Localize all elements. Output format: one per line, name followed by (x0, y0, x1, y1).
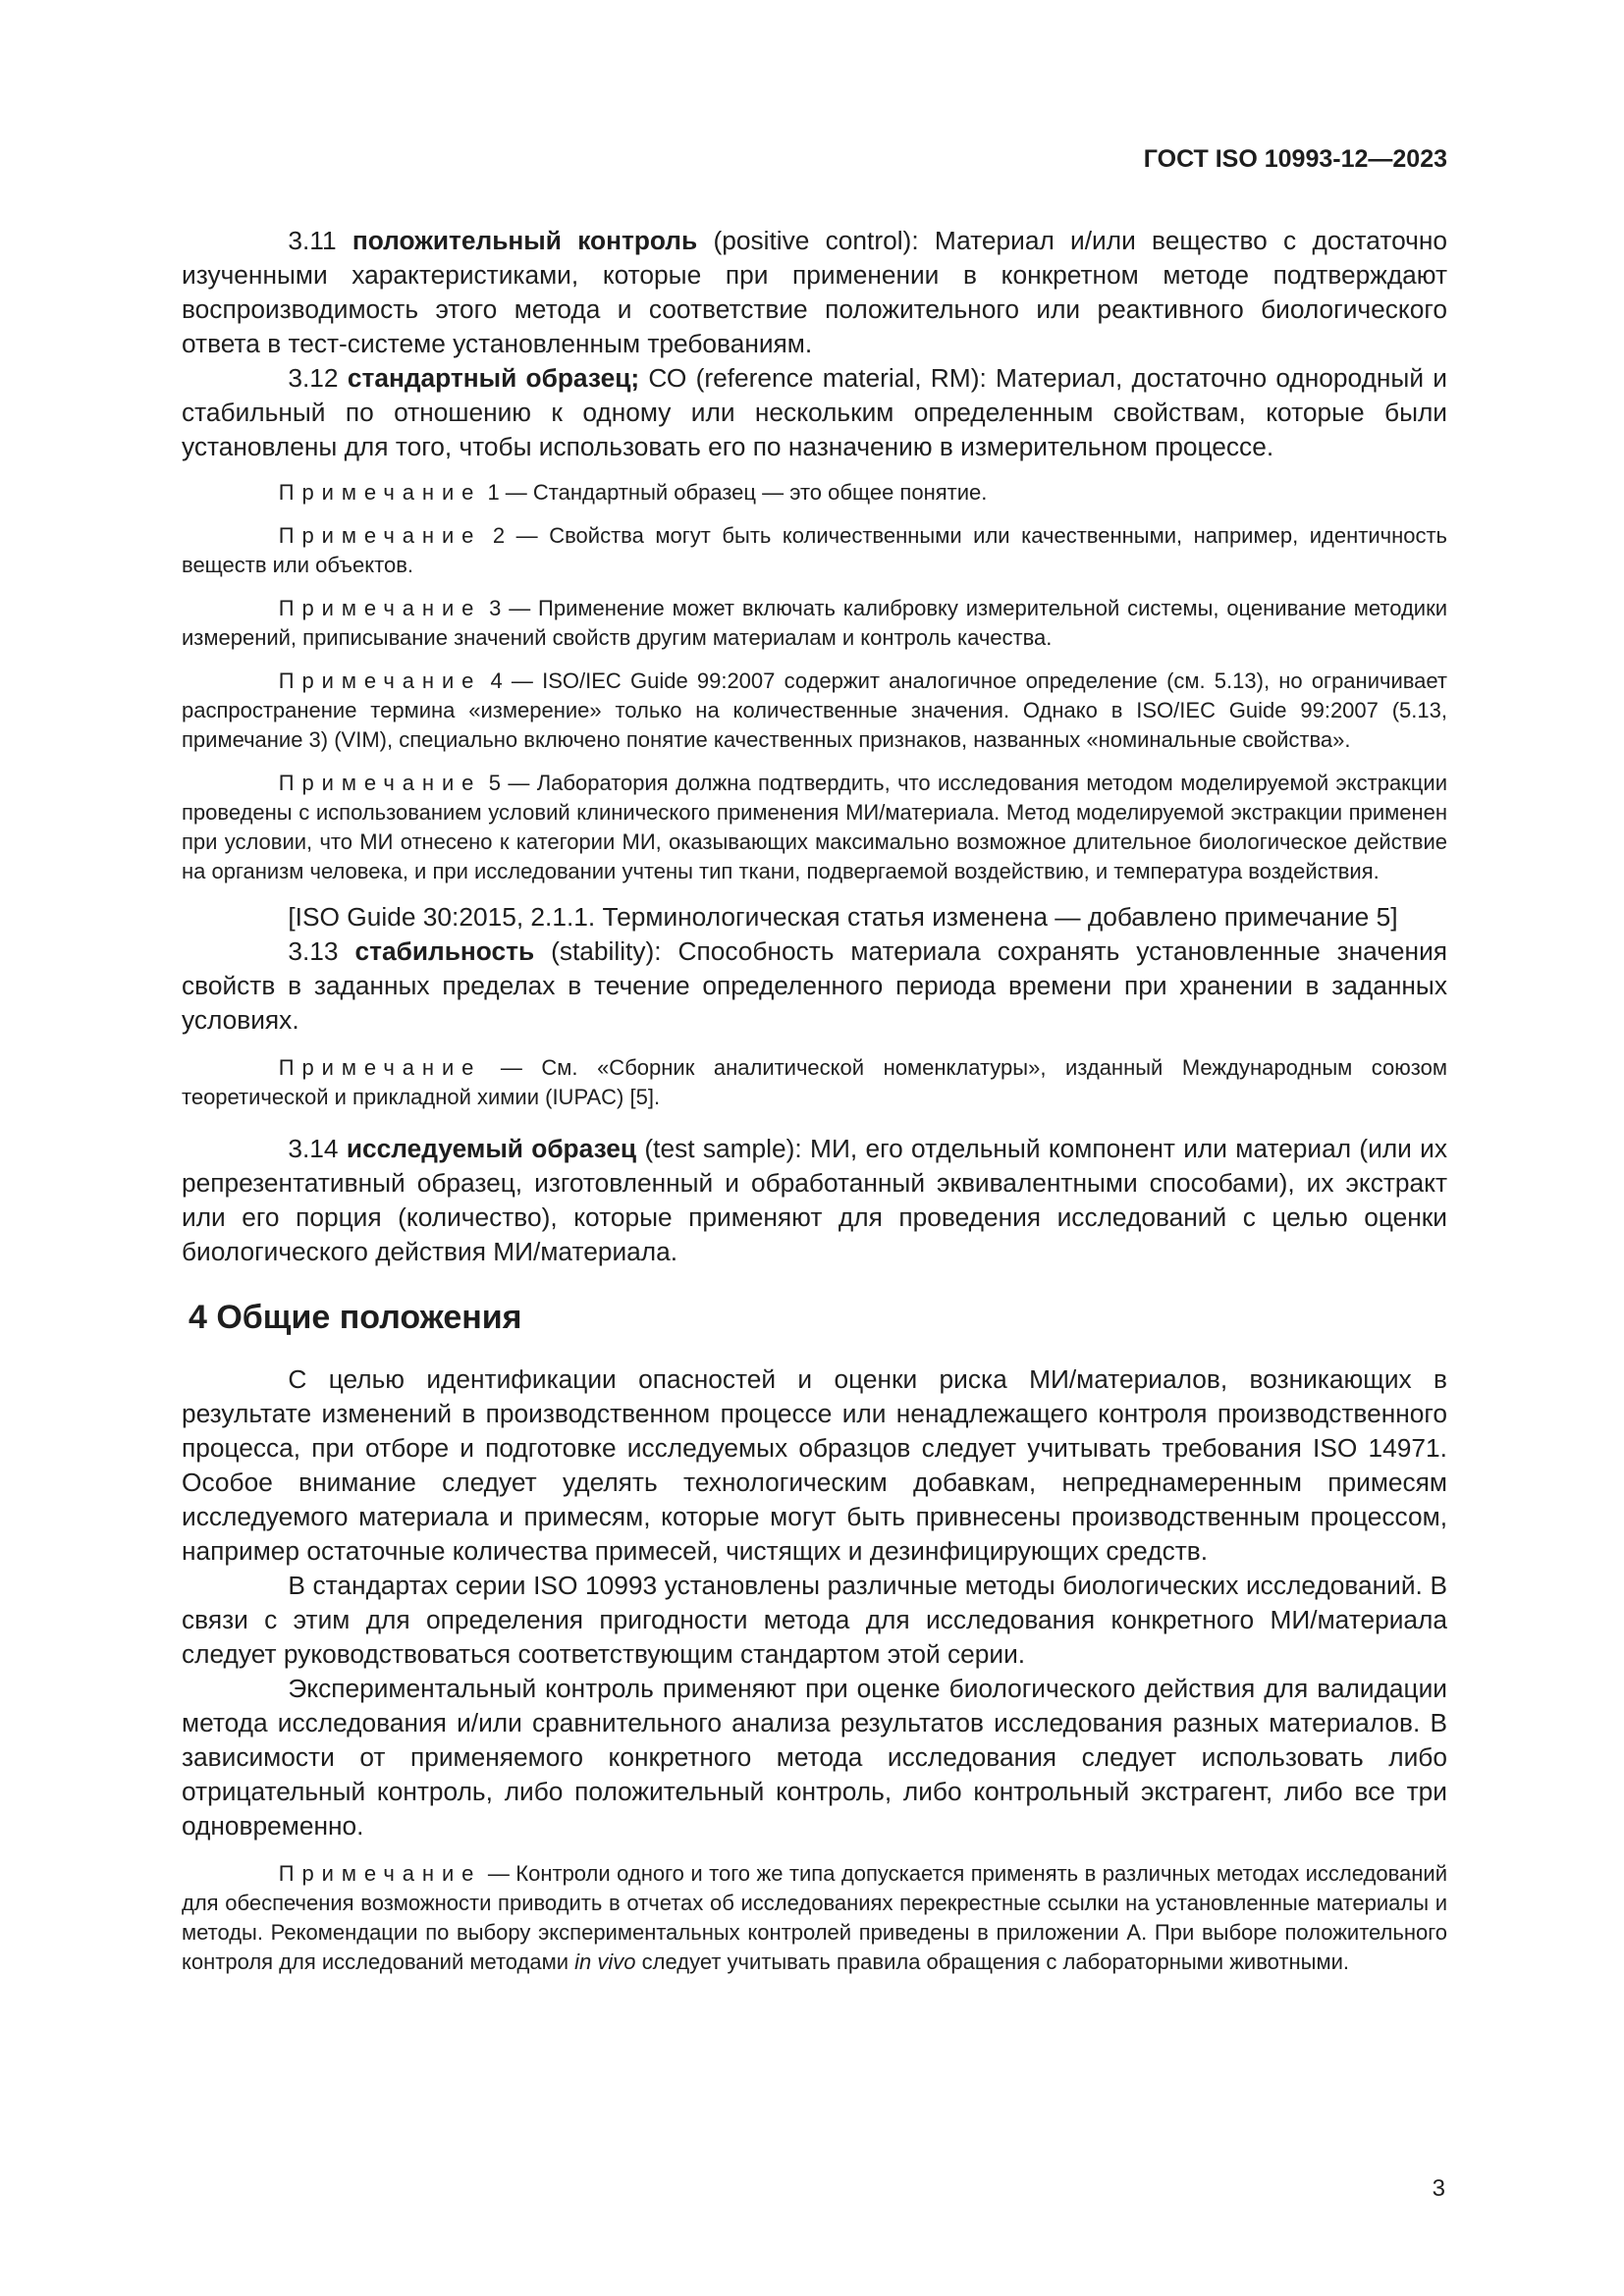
term-number: 3.11 (288, 226, 337, 255)
note-text: 5 — Лаборатория должна подтвердить, что исследования методом моделируемой экстракции проведены с использованием условий клинического применения МИ/материала. Метод моделируемой экстракции применен при условии, что МИ отнесено к категории МИ, оказывающих максимально возможное длительное биологическое действие на организм человека, и при исследовании учтены тип ткани, подвергаемой воздействию, и температура воздействия. (182, 771, 1447, 883)
term-definition: (test sample): МИ, его отдельный компонент или материал (или их репрезентативный образец, изготовленный и обработанный эквивалентными способами), их экстракт или его порция (количество), которые применяют для проведения исследований с целью оценки биологического действия МИ/материала. (182, 1134, 1448, 1266)
document-header: ГОСТ ISO 10993-12—2023 (1143, 145, 1447, 173)
note-text: — См. «Сборник аналитической номенклатуры», изданный Международным союзом теоретической и прикладной химии (IUPAC) [5]. (182, 1055, 1447, 1109)
note-label: Примечание (278, 771, 482, 795)
note-text: 3 — Применение может включать калибровку измерительной системы, оценивание методики измерений, приписывание значений свойств другим материалам и контроль качества. (182, 596, 1447, 650)
note-italic: in vivo (574, 1949, 636, 1974)
section-note (182, 1859, 1447, 1977)
section-paragraph: Экспериментальный контроль применяют при оценке биологического действия для валидации метода исследования и/или сравнительного анализа результатов исследования разных материалов. В зависимости от применяемого конкретного метода исследования следует использовать либо отрицательный контроль, либо положительный контроль, либо контрольный экстрагент, либо все три одновременно. (182, 1674, 1447, 1841)
note-3-13 (182, 1053, 1447, 1112)
term-3-13 (182, 934, 1447, 1038)
section-paragraph: С целью идентификации опасностей и оценки риска МИ/материалов, возникающих в результате изменений в производственном процессе или ненадлежащего контроля производственного процесса, при отборе и подготовке исследуемых образцов следует учитывать требования ISO 14971. Особое внимание следует уделять технологическим добавкам, непреднамеренным примесям исследуемого материала и примесям, которые могут быть привнесены производственным процессом, например остаточные количества примесей, чистящих и дезинфицирующих средств. (182, 1364, 1447, 1566)
document-body (182, 224, 1447, 1977)
note-label: Примечание (278, 1861, 482, 1886)
term-3-11 (182, 224, 1447, 361)
term-3-12 (182, 361, 1447, 464)
note-4 (182, 667, 1447, 755)
note-text: 2 — Свойства могут быть количественными или качественными, например, идентичность веществ или объектов. (182, 523, 1447, 577)
section-heading: 4 Общие положения (189, 1299, 522, 1336)
term-definition: (positive control): Материал и/или вещество с достаточно изученными характеристиками, которые при применении в конкретном методе подтверждают воспроизводимость этого метода и соответствие положительного или реактивного биологического ответа в тест-системе установленным требованиям. (182, 226, 1447, 358)
note-3 (182, 594, 1447, 653)
term-number: 3.13 (288, 936, 339, 966)
term-name: стандартный образец; (347, 363, 640, 393)
section-paragraph: В стандартах серии ISO 10993 установлены различные методы биологических исследований. В связи с этим для определения пригодности метода для исследования конкретного МИ/материала следует руководствоваться соответствующим стандартом этой серии. (182, 1571, 1447, 1669)
note-label: Примечание (278, 668, 482, 693)
note-text: 1 — Стандартный образец — это общее понятие. (487, 480, 988, 505)
note-text: 4 — ISO/IEC Guide 99:2007 содержит аналогичное определение (см. 5.13), но ограничивает распространение термина «измерение» только на количественные значения. Однако в ISO/IEC Guide 99:2007 (5.13, примечание 3) (VIM), специально включено понятие качественных признаков, названных «номинальные свойства». (182, 668, 1447, 752)
note-label: Примечание (278, 480, 482, 505)
term-name: стабильность (354, 936, 535, 966)
note-1 (182, 478, 1447, 507)
source-reference: [ISO Guide 30:2015, 2.1.1. Терминологическая статья изменена — добавлено примечание 5] (288, 902, 1398, 932)
term-definition: (stability): Способность материала сохранять установленные значения свойств в заданных пределах в течение определенного периода времени при хранении в заданных условиях. (182, 936, 1447, 1035)
term-3-14 (182, 1132, 1447, 1269)
note-5 (182, 769, 1447, 886)
page-number: 3 (1432, 2175, 1445, 2202)
term-name: положительный контроль (352, 226, 698, 255)
note-text: — Контроли одного и того же типа допускается применять в различных методах исследований для обеспечения возможности приводить в отчетах об исследованиях перекрестные ссылки на установленные материалы и методы. Рекомендации по выбору экспериментальных контролей приведены в приложении А. При выборе положительного контроля для исследований методами (182, 1861, 1447, 1974)
term-number: 3.14 (288, 1134, 339, 1163)
note-label: Примечание (278, 596, 482, 620)
note-label: Примечание (278, 1055, 482, 1080)
note-label: Примечание (278, 523, 482, 548)
note-text-end: следует учитывать правила обращения с лабораторными животными. (641, 1949, 1349, 1974)
note-2 (182, 521, 1447, 580)
term-definition: СО (reference material, RM): Материал, достаточно однородный и стабильный по отношению к одному или нескольким определенным свойствам, которые были установлены для того, чтобы использовать его по назначению в измерительном процессе. (182, 363, 1447, 461)
term-name: исследуемый образец (346, 1134, 637, 1163)
term-number: 3.12 (288, 363, 339, 393)
